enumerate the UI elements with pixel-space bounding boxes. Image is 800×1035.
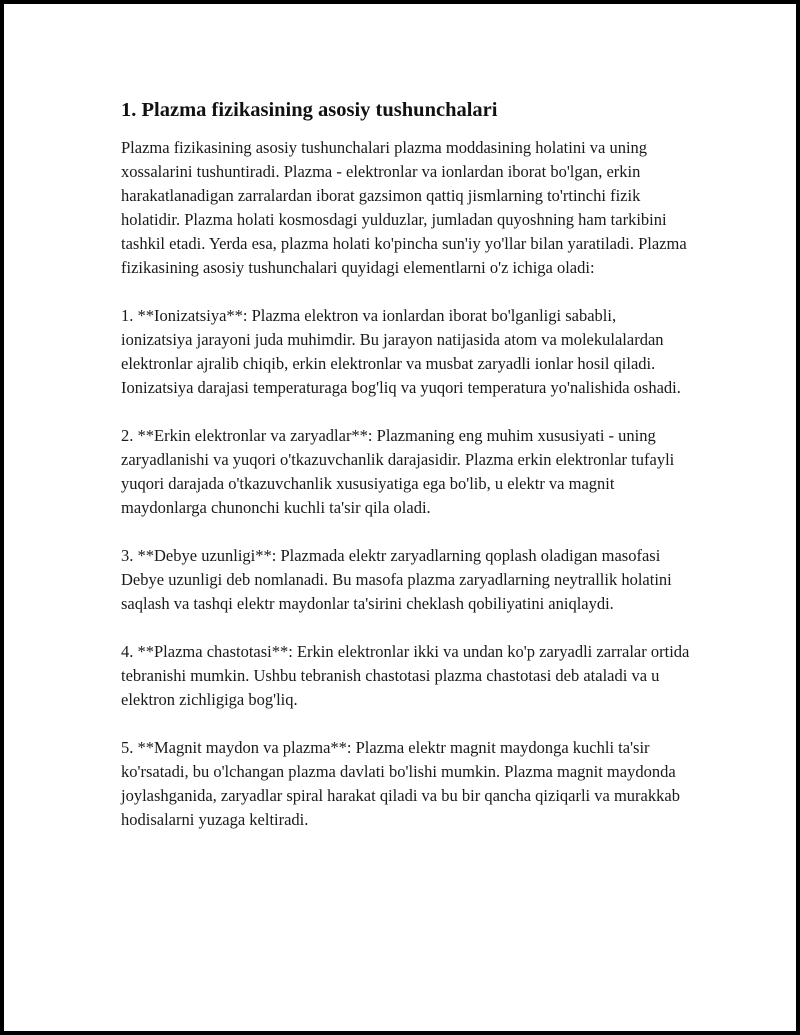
intro-paragraph: Plazma fizikasining asosiy tushunchalari plazma moddasining holatini va uning xossalarini tushuntiradi. Plazma - elektronlar va ionlardan iborat bo'lgan, erkin harakatlanadigan zarralardan iborat gazsimon qattiq jismlarning to'rtinchi fizik holatidir. Plazma holati kosmosdagi yulduzlar, jumladan quyoshning ham tarkibini tashkil etadi. Yerda esa, plazma holati ko'pincha sun'iy yo'llar bilan yaratiladi. Plazma fizikasining asosiy tushunchalari quyidagi elementlarni o'z ichiga oladi: xyxy=(121,138,687,277)
paragraph-plazma-chastotasi: 4. **Plazma chastotasi**: Erkin elektronlar ikki va undan ko'p zaryadli zarralar ortida tebranishi mumkin. Ushbu tebranish chastotasi plazma chastotasi deb ataladi va u elektron zichligiga bog'liq. xyxy=(121,642,690,709)
paragraph-debye-uzunligi: 3. **Debye uzunligi**: Plazmada elektr zaryadlarning qoplash oladigan masofasi Debye uzunligi deb nomlanadi. Bu masofa plazma zaryadlarning neytrallik holatini saqlash va tashqi elektr maydonlar ta'sirini cheklash qobiliyatini aniqlaydi. xyxy=(121,546,672,613)
paragraph-magnit-maydon: 5. **Magnit maydon va plazma**: Plazma elektr magnit maydonga kuchli ta'sir ko'rsatadi, bu o'lchangan plazma davlati bo'lishi mumkin. Plazma magnit maydonda joylashganida, zaryadlar spiral harakat qiladi va bu bir qancha qiziqarli va murakkab hodisalarni yuzaga keltiradi. xyxy=(121,738,680,829)
section-heading: 1. Plazma fizikasining asosiy tushunchalari xyxy=(121,99,498,121)
paragraph-erkin-elektronlar: 2. **Erkin elektronlar va zaryadlar**: Plazmaning eng muhim xususiyati - uning zaryadlanishi va yuqori o'tkazuvchanlik darajasidir. Plazma erkin elektronlar tufayli yuqori darajada o'tkazuvchanlik xususiyatiga ega bo'lib, u elektr va magnit maydonlarga chunonchi kuchli ta'sir qila oladi. xyxy=(121,426,675,517)
document-body xyxy=(121,96,691,856)
paragraph-ionizatsiya: 1. **Ionizatsiya**: Plazma elektron va ionlardan iborat bo'lganligi sababli, ionizatsiya jarayoni juda muhimdir. Bu jarayon natijasida atom va molekulalardan elektronlar ajralib chiqib, erkin elektronlar va musbat zaryadli ionlar hosil qiladi. Ionizatsiya darajasi temperaturaga bog'liq va yuqori temperatura yo'nalishida oshadi. xyxy=(121,306,681,397)
